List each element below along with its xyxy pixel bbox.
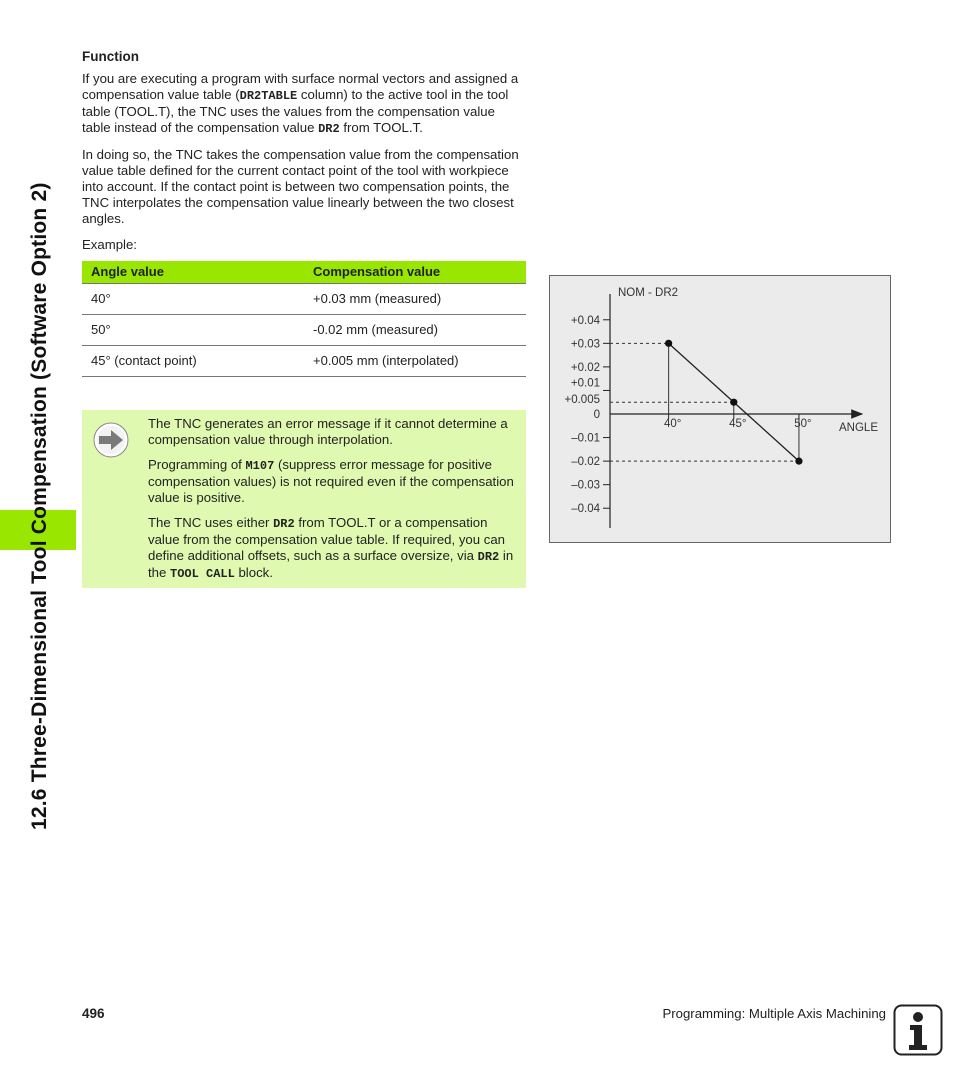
compensation-table	[82, 261, 526, 377]
chapter-title: 12.6 Three-Dimensional Tool Compensation (Software Option 2)	[28, 182, 51, 830]
example-label: Example:	[82, 237, 137, 252]
y-tick-label: +0.02	[570, 361, 600, 374]
table-cell: 45° (contact point)	[82, 346, 304, 377]
y-tick-label: +0.01	[570, 377, 600, 390]
y-tick-label: –0.04	[571, 503, 600, 516]
column-header-angle: Angle value	[82, 261, 304, 284]
info-icon	[893, 1004, 943, 1056]
y-tick-label: +0.04	[570, 314, 600, 327]
compensation-chart	[549, 275, 891, 543]
y-tick-label: +0.005	[564, 394, 600, 407]
y-tick-label: +0.03	[570, 338, 600, 351]
arrow-right-icon	[93, 422, 129, 458]
function-paragraph-1: If you are executing a program with surface normal vectors and assigned a compensation value table (DR2TABLE column) to the active tool in the tool table (TOOL.T), the TNC uses the values from the compensation value table instead of the compensation value DR2 from TOOL.T.	[82, 71, 519, 136]
x-tick-label: 50°	[794, 418, 812, 430]
table-row	[82, 315, 526, 346]
y-tick-label: –0.03	[571, 479, 600, 492]
page-number: 496	[82, 1006, 105, 1021]
chart-canvas	[550, 276, 890, 542]
code-dr2table: DR2TABLE	[239, 89, 298, 103]
section-heading: Function	[82, 49, 139, 64]
note-text	[148, 416, 518, 591]
table-cell: +0.03 mm (measured)	[304, 284, 526, 315]
code-dr2: DR2	[318, 122, 340, 136]
footer-text: Programming: Multiple Axis Machining	[662, 1006, 886, 1021]
note-box	[82, 410, 526, 588]
column-header-compensation: Compensation value	[304, 261, 526, 284]
table-cell: +0.005 mm (interpolated)	[304, 346, 526, 377]
code-m107: M107	[245, 459, 275, 473]
note-paragraph-1: The TNC generates an error message if it cannot determine a compensation value through interpolation.	[148, 416, 508, 447]
main-content	[82, 49, 526, 377]
y-axis-label: NOM - DR2	[618, 287, 679, 299]
y-tick-label: 0	[593, 409, 600, 421]
data-point	[795, 458, 802, 465]
note-paragraph-2: Programming of M107 (suppress error message for positive compensation values) is not required even if the compensation value is positive.	[148, 457, 514, 505]
code-dr2: DR2	[477, 550, 500, 564]
table-cell: 40°	[82, 284, 304, 315]
note-paragraph-3: The TNC uses either DR2 from TOOL.T or a compensation value from the compensation value table. If required, you can define additional offsets, such as a surface oversize, via DR2 in the TOOL CALL block.	[148, 515, 514, 581]
code-tool-call: TOOL CALL	[170, 567, 235, 581]
data-point	[665, 340, 672, 347]
code-dr2: DR2	[273, 517, 295, 531]
table-header-row	[82, 261, 526, 284]
table-cell: -0.02 mm (measured)	[304, 315, 526, 346]
table-cell: 50°	[82, 315, 304, 346]
x-axis-label: ANGLE	[839, 422, 878, 434]
x-tick-label: 40°	[663, 418, 682, 430]
y-tick-label: –0.02	[571, 456, 600, 469]
y-tick-label: –0.01	[571, 432, 600, 445]
x-tick-label: 45°	[729, 418, 747, 430]
table-row	[82, 284, 526, 315]
function-paragraph-2: In doing so, the TNC takes the compensation value from the compensation value table defined for the current contact point of the tool with workpiece into account. If the contact point is between two compensation points, the TNC interpolates the compensation value linearly between the two closest angles.	[82, 147, 519, 226]
data-point	[730, 399, 737, 406]
table-row	[82, 346, 526, 377]
